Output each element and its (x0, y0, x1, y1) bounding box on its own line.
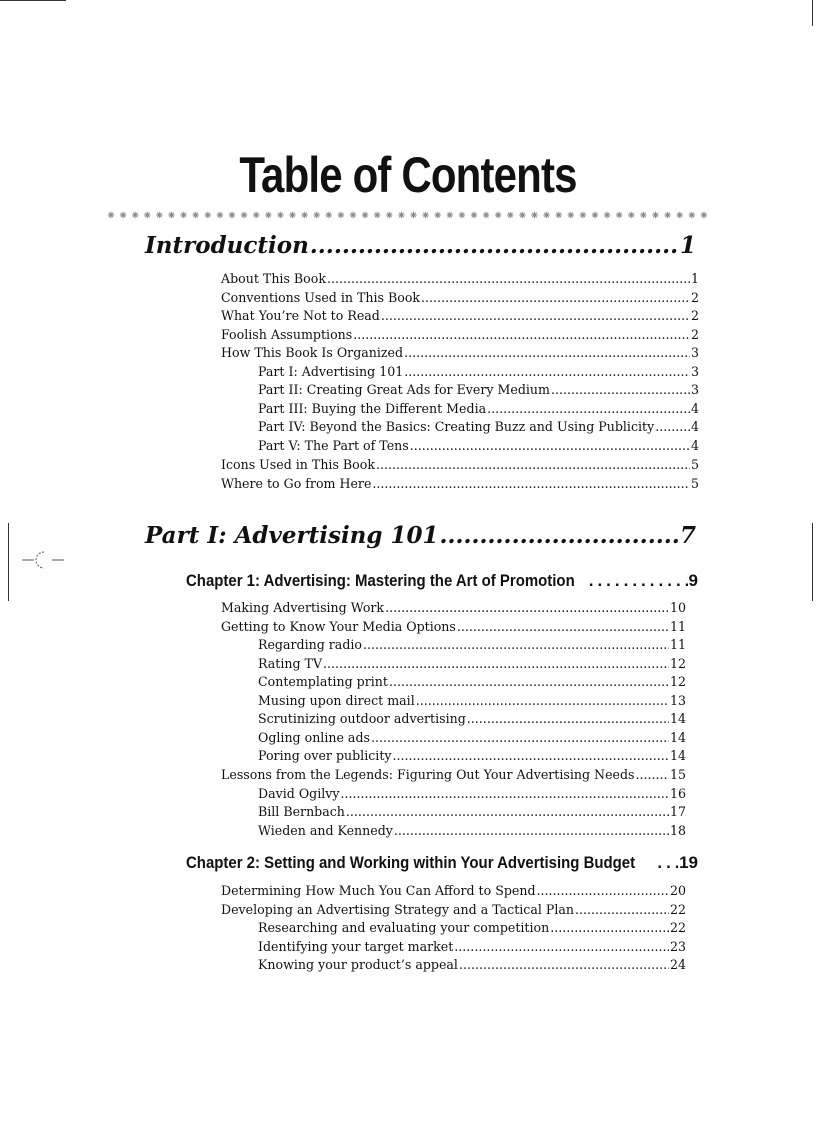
dot-leader (467, 711, 669, 726)
decorative-dot-rule (107, 206, 709, 224)
ornament-star (144, 212, 150, 218)
toc-entry[interactable] (221, 308, 699, 325)
toc-subentry[interactable] (258, 656, 686, 673)
dot-leader (404, 364, 690, 379)
page-number: 1 (679, 232, 696, 259)
page-number: 2 (690, 327, 699, 342)
ornament-star (350, 212, 356, 218)
entry-title: Wieden and Kennedy (258, 823, 393, 838)
registration-target-icon (22, 548, 66, 572)
ornament-star (640, 212, 646, 218)
ornament-star (120, 212, 126, 218)
ornament-star (241, 212, 247, 218)
ornament-star (314, 212, 320, 218)
toc-entry[interactable] (221, 327, 699, 344)
ornament-star (483, 212, 489, 218)
ornament-star (689, 212, 695, 218)
dot-leader (393, 748, 669, 763)
dot-leader (404, 345, 690, 360)
page-number: 5 (690, 457, 699, 472)
entry-title: Researching and evaluating your competition (258, 920, 550, 935)
dot-leader (327, 271, 690, 286)
entry-title: Conventions Used in This Book (221, 290, 421, 305)
dot-leader (372, 476, 690, 491)
entry-title: Identifying your target market (258, 939, 454, 954)
page-number: 3 (690, 345, 699, 360)
side-registration-line-right (812, 523, 813, 601)
entry-title: Ogling online ads (258, 730, 370, 745)
dot-leader (454, 939, 669, 954)
dot-leader (310, 232, 679, 259)
entry-title: Where to Go from Here (221, 476, 372, 491)
dot-leader (575, 902, 669, 917)
dot-leader (381, 308, 690, 323)
page-number: 18 (669, 823, 686, 838)
page-number: 23 (669, 939, 686, 954)
entry-title: Rating TV (258, 656, 323, 671)
side-registration-line-left (8, 523, 9, 601)
toc-subentry[interactable] (258, 438, 699, 455)
ornament-star (410, 212, 416, 218)
dot-leader (550, 920, 669, 935)
toc-entry[interactable] (221, 883, 686, 900)
ornament-star (253, 212, 259, 218)
toc-subentry[interactable] (258, 382, 699, 399)
page-number: 2 (690, 308, 699, 323)
entry-title: Scrutinizing outdoor advertising (258, 711, 466, 726)
ornament-star (580, 212, 586, 218)
page-number: 9 (688, 571, 698, 590)
entry-title: David Ogilvy (258, 786, 340, 801)
toc-subentry[interactable] (258, 957, 686, 974)
ornament-star (386, 212, 392, 218)
toc-subentry[interactable] (258, 419, 699, 436)
ornament-star (471, 212, 477, 218)
entry-title: Lessons from the Legends: Figuring Out Your Advertising Needs (221, 767, 635, 782)
ornament-star (664, 212, 670, 218)
ornament-star (519, 212, 525, 218)
dot-leader (389, 674, 669, 689)
entry-title: Contemplating print (258, 674, 388, 689)
entry-title: Icons Used in This Book (221, 457, 375, 472)
ornament-star (362, 212, 368, 218)
toc-entry[interactable] (221, 345, 699, 362)
toc-subentry[interactable] (258, 823, 686, 840)
toc-entry[interactable] (221, 600, 686, 617)
dot-leader (376, 457, 690, 472)
dot-leader (340, 786, 668, 801)
entry-title: Regarding radio (258, 637, 362, 652)
page-number: 5 (690, 476, 699, 491)
page-number: 14 (669, 748, 686, 763)
toc-entry[interactable] (221, 767, 686, 784)
dot-leader (385, 600, 669, 615)
dot-leader (410, 438, 690, 453)
toc-entry[interactable] (221, 271, 699, 288)
entry-title: Bill Bernbach (258, 804, 345, 819)
ornament-star (205, 212, 211, 218)
ornament-star (277, 212, 283, 218)
ornament-star (180, 212, 186, 218)
dot-leader (655, 419, 690, 434)
ornament-star (604, 212, 610, 218)
ornament-star (289, 212, 295, 218)
toc-entry[interactable] (221, 290, 699, 307)
page-number: 4 (690, 438, 699, 453)
toc-subentry[interactable] (258, 748, 686, 765)
entry-title: What You’re Not to Read (221, 308, 380, 323)
page-title: Table of Contents (239, 147, 577, 203)
crop-mark-top-left (0, 0, 66, 1)
ornament-star (301, 212, 307, 218)
crop-mark-top-right (812, 0, 813, 26)
page-number: 4 (690, 401, 699, 416)
entry-title: Determining How Much You Can Afford to Spend (221, 883, 536, 898)
ornament-star (556, 212, 562, 218)
ornament-star (374, 212, 380, 218)
dot-leader (657, 853, 678, 873)
entry-title: Getting to Know Your Media Options (221, 619, 456, 634)
dot-leader (459, 957, 669, 972)
ornament-star (229, 212, 235, 218)
page-number: 17 (669, 804, 686, 819)
entry-title: Part II: Creating Great Ads for Every Medium (258, 382, 550, 397)
page-number: 11 (669, 619, 686, 634)
ornament-star (447, 212, 453, 218)
entry-title: Developing an Advertising Strategy and a Tactical Plan (221, 902, 575, 917)
toc-subentry[interactable] (258, 786, 686, 803)
page-number: 14 (669, 711, 686, 726)
dot-leader (353, 327, 690, 342)
toc-subentry[interactable] (258, 637, 686, 654)
entry-title: About This Book (221, 271, 326, 286)
toc-part-introduction[interactable] (145, 232, 696, 262)
dot-leader (636, 767, 669, 782)
entry-title: Part V: The Part of Tens (258, 438, 409, 453)
entry-title: Part I: Advertising 101 (258, 364, 404, 379)
toc-subentry[interactable] (258, 939, 686, 956)
dot-leader (421, 290, 690, 305)
dot-leader (416, 693, 669, 708)
page-number: 10 (669, 600, 686, 615)
toc-entry[interactable] (221, 476, 699, 493)
page-number: 3 (690, 382, 699, 397)
ornament-star (338, 212, 344, 218)
chapter-title: Chapter 1: Advertising: Mastering the Art of Promotion (186, 571, 575, 590)
page-number: 22 (669, 902, 686, 917)
toc-entry[interactable] (221, 619, 686, 636)
ornament-star (265, 212, 271, 218)
ornament-star (495, 212, 501, 218)
ornament-star (108, 212, 114, 218)
ornament-star (677, 212, 683, 218)
ornament-star (217, 212, 223, 218)
toc-subentry[interactable] (258, 804, 686, 821)
page-number: 15 (669, 767, 686, 782)
toc-subentry[interactable] (258, 674, 686, 691)
toc-subentry[interactable] (258, 711, 686, 728)
page-number: 12 (669, 674, 686, 689)
dot-leader (537, 883, 669, 898)
ornament-star (459, 212, 465, 218)
toc-subentry[interactable] (258, 730, 686, 747)
ornament-star (652, 212, 658, 218)
ornament-star (193, 212, 199, 218)
toc-chapter-2[interactable] (186, 853, 698, 877)
entry-title: Poring over publicity (258, 748, 392, 763)
page-number: 3 (690, 364, 699, 379)
chapter-title: Chapter 2: Setting and Working within Your Advertising Budget (186, 853, 636, 872)
toc-subentry[interactable] (258, 693, 686, 710)
page-number: 14 (669, 730, 686, 745)
entry-title: Making Advertising Work (221, 600, 385, 615)
page-number: 12 (669, 656, 686, 671)
toc-entry[interactable] (221, 457, 699, 474)
dot-leader (487, 401, 690, 416)
toc-subentry[interactable] (258, 401, 699, 418)
dot-leader (589, 571, 688, 591)
ornament-star (156, 212, 162, 218)
ornament-star (326, 212, 332, 218)
page-number: 22 (669, 920, 686, 935)
ornament-star (701, 212, 707, 218)
dot-leader (440, 522, 679, 549)
page-number: 13 (669, 693, 686, 708)
page-number: 7 (679, 522, 696, 549)
ornament-star (568, 212, 574, 218)
ornament-star (616, 212, 622, 218)
ornament-star (531, 212, 537, 218)
dot-leader (371, 730, 669, 745)
dot-leader (457, 619, 669, 634)
page-number: 20 (669, 883, 686, 898)
toc-entry[interactable] (221, 902, 686, 919)
page-number: 19 (679, 853, 698, 872)
ornament-star (543, 212, 549, 218)
ornament-star (435, 212, 441, 218)
entry-title: Foolish Assumptions (221, 327, 353, 342)
entry-title: Knowing your product’s appeal (258, 957, 458, 972)
toc-part-1[interactable] (145, 522, 696, 552)
entry-title: Part III: Buying the Different Media (258, 401, 487, 416)
page-number: 24 (669, 957, 686, 972)
page-number: 16 (669, 786, 686, 801)
page-number: 11 (669, 637, 686, 652)
toc-subentry[interactable] (258, 364, 699, 381)
page-number: 4 (690, 419, 699, 434)
toc-subentry[interactable] (258, 920, 686, 937)
ornament-star (398, 212, 404, 218)
entry-title: Musing upon direct mail (258, 693, 415, 708)
dot-leader (363, 637, 669, 652)
ornament-star (592, 212, 598, 218)
part-title: Introduction (145, 232, 309, 259)
dot-leader (346, 804, 669, 819)
toc-chapter-1[interactable] (186, 571, 698, 595)
dot-leader (394, 823, 669, 838)
entry-title: How This Book Is Organized (221, 345, 404, 360)
ornament-star (422, 212, 428, 218)
entry-title: Part IV: Beyond the Basics: Creating Buzz and Using Publicity (258, 419, 655, 434)
dot-leader (323, 656, 669, 671)
ornament-star (628, 212, 634, 218)
page-number: 1 (690, 271, 699, 286)
ornament-star (168, 212, 174, 218)
page-number: 2 (690, 290, 699, 305)
part-title: Part I: Advertising 101 (145, 522, 439, 549)
ornament-star (132, 212, 138, 218)
ornament-star (507, 212, 513, 218)
dot-leader (551, 382, 690, 397)
